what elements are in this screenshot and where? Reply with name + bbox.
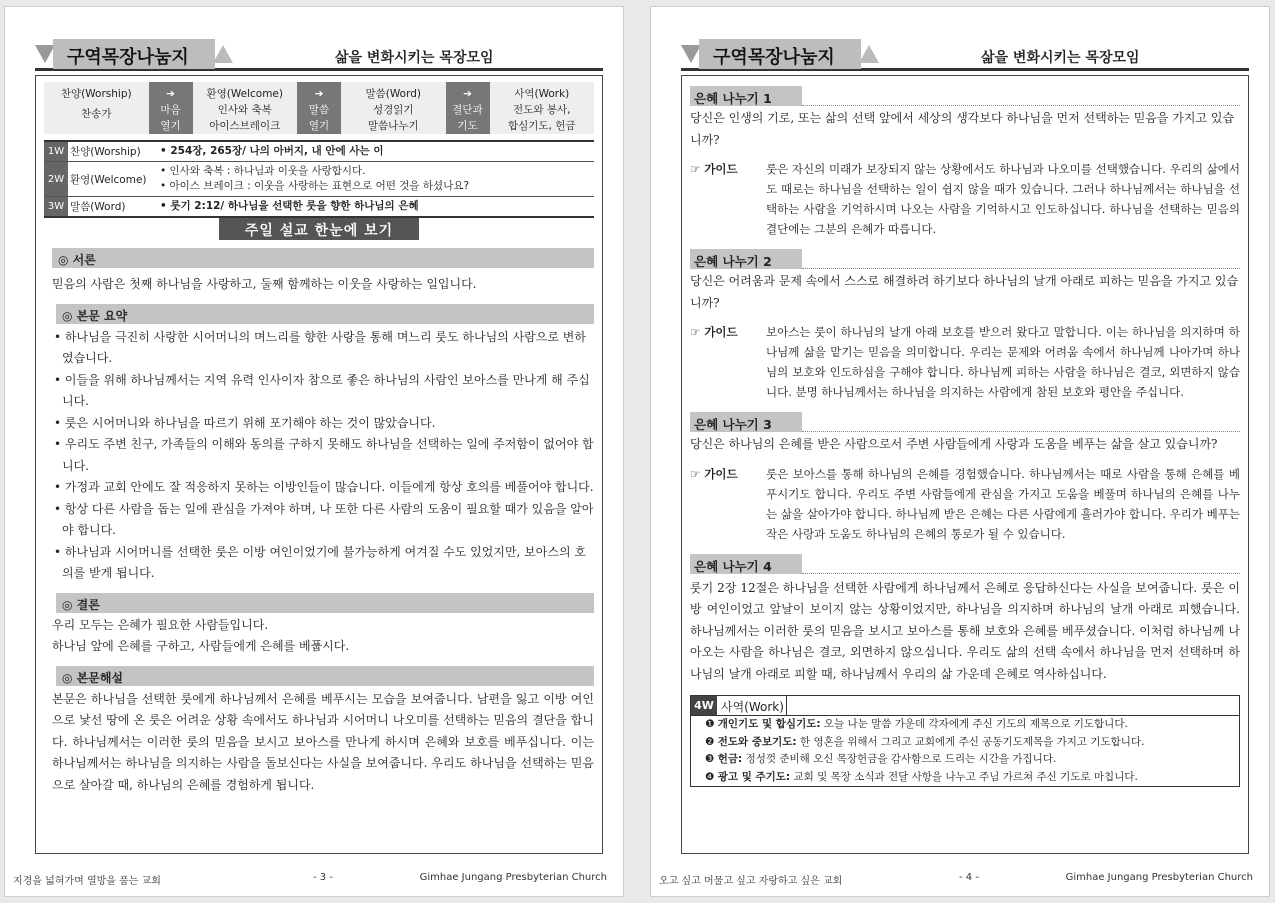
- footer-right: Gimhae Jungang Presbyterian Church: [419, 872, 607, 883]
- number-3-icon: ❸: [705, 753, 715, 765]
- sermon-banner: 주일 설교 한눈에 보기: [219, 218, 419, 240]
- flow-table: [44, 82, 594, 134]
- guide-label: ☞ 가이드: [690, 466, 738, 481]
- summary-item: • 우리도 주변 친구, 가족들의 이해와 동의를 구하지 못해도 하나님을 선택하는 일에 주저함이 없어야 합니다.: [54, 437, 594, 473]
- summary-list: [52, 327, 594, 585]
- flow-desc: 성경읽기 말씀나누기: [367, 104, 419, 132]
- work-item: [691, 751, 1239, 769]
- page-footer: [13, 872, 607, 886]
- arrow-right-icon: ➔: [166, 88, 175, 100]
- flow-arrow: [297, 82, 341, 134]
- group-title: 은혜 나누기 1: [690, 86, 802, 106]
- work-title: 사역(Work): [717, 696, 787, 715]
- week-label: 환영(Welcome): [70, 173, 147, 186]
- dotted-divider: [802, 412, 1240, 432]
- flow-label: 환영(Welcome): [206, 88, 283, 100]
- group-1-guide: [690, 159, 1240, 239]
- flow-arrow: [446, 82, 490, 134]
- header-brand: 구역목장나눔지: [53, 39, 215, 69]
- week-line: • 254장, 265장/ 나의 아버지, 내 안에 사는 이: [160, 145, 384, 157]
- work-item-key: 전도와 중보기도:: [717, 735, 797, 748]
- summary-text: 하나님을 극진히 사랑한 시어머니의 며느리를 향한 사랑을 통해 며느리 룻도 하나님의 사람으로 변하였습니다.: [62, 329, 586, 365]
- group-3-heading: [690, 412, 1240, 432]
- work-item-text: 오늘 나눈 말씀 가운데 각자에게 주신 기도의 제목으로 기도합니다.: [820, 718, 1128, 730]
- group-4-text: 룻기 2장 12절은 하나님을 선택한 사람에게 하나님께서 은혜로 응답하신다는 사실을 보여줍니다. 룻은 이방 여인이었고 앞날이 보이지 않는 상황이었지만, 하나님을 의지하며 하나님의 날개 아래로 피했습니다. 하나님께서는 이러한 룻의 믿음을 보시고 보아스를 통해 보호와 은혜를 베푸셨습니다. 이처럼 하나님께 나아오는 사람을 하나님은 결코, 외면하지 않으십니다. 우리도 삶의 선택 속에서 하나님을 먼저 선택하며 하나님의 날개 아래로 피할 때, 하나님께서 우리의 삶 가운데 은혜로 역사하십니다.: [690, 580, 1240, 681]
- footer-left: 오고 싶고 머물고 싶고 자랑하고 싶은 교회: [659, 876, 843, 887]
- group-1-heading: [690, 86, 1240, 106]
- flow-label: 사역(Work): [514, 88, 570, 100]
- flow-step-welcome: [193, 82, 298, 134]
- footer-right: Gimhae Jungang Presbyterian Church: [1065, 872, 1253, 883]
- header-subtitle: 삶을 변화시키는 목장모임: [981, 50, 1140, 66]
- summary-heading: ◎ 본문 요약: [56, 304, 594, 324]
- summary-text: 룻은 시어머니와 하나님을 따르기 위해 포기해야 하는 것이 많았습니다.: [64, 415, 436, 430]
- guide-label: ☞ 가이드: [690, 162, 738, 176]
- page-footer: [659, 872, 1253, 886]
- dotted-divider: [802, 554, 1240, 574]
- work-item-key: 광고 및 주기도:: [717, 770, 791, 783]
- header-subtitle: 삶을 변화시키는 목장모임: [335, 50, 494, 66]
- summary-text: 하나님과 시어머니를 선택한 룻은 이방 여인이었기에 불가능하게 여겨질 수도 있었지만, 보아스의 호의를 받게 됩니다.: [62, 544, 586, 580]
- number-4-icon: ❹: [705, 770, 715, 783]
- group-3-guide: [690, 464, 1240, 544]
- work-item-text: 교회 및 목장 소식과 전달 사항을 나누고 주님 가르쳐 주신 기도로 마칩니다.: [790, 770, 1138, 783]
- week-line: • 룻기 2:12/ 하나님을 선택한 룻을 향한 하나님의 은혜: [160, 200, 419, 212]
- flow-desc: 인사와 축복 아이스브레이크: [209, 104, 281, 132]
- flow-desc: 찬송가: [81, 108, 112, 120]
- summary-item: • 하나님과 시어머니를 선택한 룻은 이방 여인이었기에 불가능하게 여겨질 수도 있었지만, 보아스의 호의를 받게 됩니다.: [54, 544, 586, 580]
- group-2-guide: [690, 322, 1240, 402]
- flow-label: 찬양(Worship): [60, 88, 132, 100]
- conclusion-line: 우리 모두는 은혜가 필요한 사람들입니다.: [52, 617, 269, 632]
- commentary-heading: ◎ 본문해설: [56, 666, 594, 686]
- week-value: [160, 162, 594, 196]
- number-1-icon: ❶: [705, 718, 715, 730]
- week-label: 말씀(Word): [70, 201, 126, 213]
- guide-text: 룻은 자신의 미래가 보장되지 않는 상황에서도 하나님과 나오미를 선택했습니다. 우리의 삶에서도 때로는 하나님을 선택하는 일이 쉽지 않을 때가 있습니다. 그러나 하나님께서는 하나님을 선택하는 사람을 기억하시며 나오는 사람을 기억하시고 인도하십니다. 하나님을 선택하는 믿음의 결단에는 그분의 은혜가 따릅니다.: [766, 162, 1240, 236]
- work-item: [691, 716, 1239, 734]
- flow-arrow: [149, 82, 193, 134]
- week-line: • 아이스 브레이크 : 이웃을 사랑하는 표현으로 어떤 것을 하셨나요?: [160, 180, 470, 192]
- week-label: 찬양(Worship): [70, 146, 141, 158]
- intro-heading: ◎ 서론: [52, 248, 594, 268]
- summary-item: • 하나님을 극진히 사랑한 시어머니의 며느리를 향한 사랑을 통해 며느리 룻도 하나님의 사람으로 변하였습니다.: [54, 329, 586, 365]
- group-4-heading: [690, 554, 1240, 574]
- week-line: • 인사와 축복 : 하나님과 이웃을 사랑합시다.: [160, 165, 366, 177]
- work-item: [691, 769, 1239, 787]
- dotted-divider: [802, 86, 1240, 106]
- summary-item: • 이들을 위해 하나님께서는 지역 유력 인사이자 참으로 좋은 하나님의 사람인 보아스를 만나게 해 주십니다.: [54, 372, 590, 408]
- summary-item: • 룻은 시어머니와 하나님을 따르기 위해 포기해야 하는 것이 많았습니다.: [54, 415, 436, 430]
- flow-desc: 전도와 봉사, 합심기도, 헌금: [507, 104, 576, 132]
- summary-item: • 가정과 교회 안에도 잘 적응하지 못하는 이방인들이 많습니다. 이들에게 항상 호의를 베풀어야 합니다.: [54, 480, 594, 494]
- footer-left: 지경을 넓혀가며 열방을 품는 교회: [13, 876, 161, 887]
- summary-text: 우리도 주변 친구, 가족들의 이해와 동의를 구하지 못해도 하나님을 선택하는 일에 주저함이 없어야 합니다.: [62, 437, 594, 473]
- flow-step-word: [341, 82, 446, 134]
- work-header: [691, 696, 1239, 716]
- conclusion-text: [52, 615, 594, 658]
- weekly-table: [44, 140, 594, 218]
- work-item-key: 헌금:: [717, 753, 743, 765]
- header-triangle-right-icon: [859, 45, 879, 63]
- week-number: 3W: [44, 197, 68, 216]
- work-item-text: 정성껏 준비해 오신 목장헌금을 감사함으로 드리는 시간을 가집니다.: [742, 753, 1057, 765]
- work-number: 4W: [691, 696, 717, 715]
- intro-text: 믿음의 사람은 첫째 하나님을 사랑하고, 둘째 함께하는 이웃을 사랑하는 일입니다.: [52, 277, 477, 291]
- page-4: [650, 6, 1270, 897]
- group-title: 은혜 나누기 3: [690, 412, 802, 432]
- week-number: 2W: [44, 162, 68, 196]
- group-2-question: 당신은 어려움과 문제 속에서 스스로 해결하려 하기보다 하나님의 날개 아래로 피하는 믿음을 가지고 있습니까?: [690, 274, 1239, 310]
- week-number: 1W: [44, 142, 68, 161]
- work-item-text: 한 영혼을 위해서 그리고 교회에게 주신 공동기도제목을 가지고 기도합니다.: [796, 735, 1145, 748]
- flow-arrow-text: 마음 열기: [160, 104, 181, 132]
- page-header: [681, 37, 1249, 71]
- week-row-3: [44, 197, 594, 218]
- group-3-question: 당신은 하나님의 은혜를 받은 사람으로서 주변 사람들에게 사랑과 도움을 베푸는 삶을 살고 있습니까?: [690, 437, 1218, 451]
- flow-arrow-text: 말씀 열기: [308, 104, 330, 132]
- guide-text: 보아스는 룻이 하나님의 날개 아래 보호를 받으러 왔다고 말합니다. 이는 하나님을 의지하며 하나님께 삶을 맡기는 믿음을 의미합니다. 우리는 문제와 어려움 속에서 하나님께 나아가며 하나님의 보호와 인도하심을 구해야 합니다. 하나님께 피하는 사람을 하나님은 결코, 외면하지 않습니다. 분명 하나님께서는 하나님을 의지하는 사람에게 참된 보호와 평안을 주십니다.: [766, 325, 1240, 399]
- summary-text: 가정과 교회 안에도 잘 적응하지 못하는 이방인들이 많습니다. 이들에게 항상 호의를 베풀어야 합니다.: [64, 480, 594, 494]
- arrow-right-icon: ➔: [314, 88, 324, 100]
- conclusion-line: 하나님 앞에 은혜를 구하고, 사람들에게 은혜를 베풉시다.: [52, 639, 350, 653]
- group-title: 은혜 나누기 4: [690, 554, 802, 574]
- week-row-1: [44, 140, 594, 162]
- week-value: [160, 197, 594, 216]
- conclusion-heading: ◎ 결론: [56, 593, 594, 613]
- arrow-right-icon: ➔: [463, 88, 472, 100]
- flow-step-work: [490, 82, 595, 134]
- work-item-key: 개인기도 및 합심기도:: [717, 718, 821, 730]
- guide-label: ☞ 가이드: [690, 325, 738, 339]
- commentary-text: 본문은 하나님을 선택한 룻에게 하나님께서 은혜를 베푸시는 모습을 보여줍니다. 남편을 잃고 이방 여인으로 낯선 땅에 온 룻은 어려운 상황 속에서도 하나님과 시어머니 나오미를 선택하는 믿음의 결단을 합니다. 하나님께서는 이러한 룻의 믿음을 보시고 보아스를 만나게 하시며 은혜와 보호를 베푸십니다. 이는 하나님께서는 하나님을 의지하는 사람을 돌보신다는 사실을 보여줍니다. 우리도 하나님을 선택하는 믿음으로 살아갈 때, 하나님의 은혜를 경험하게 됩니다.: [52, 691, 594, 792]
- work-item: [691, 734, 1239, 752]
- dotted-divider: [802, 249, 1240, 269]
- group-2-heading: [690, 249, 1240, 269]
- guide-text: 룻은 보아스를 통해 하나님의 은혜를 경험했습니다. 하나님께서는 때로 사람을 통해 은혜를 베푸시기도 합니다. 우리도 주변 사람들에게 관심을 가지고 도움을 베풀며 하나님의 은혜를 나누는 삶을 살아가야 합니다. 하나님께 받은 은혜는 다른 사람에게 흘러가야 합니다. 우리가 베푸는 작은 사랑과 도움도 하나님의 은혜의 통로가 될 수 있습니다.: [766, 466, 1240, 541]
- header-triangle-left-icon: [681, 45, 701, 63]
- group-1-question: 당신은 인생의 기로, 또는 삶의 선택 앞에서 세상의 생각보다 하나님을 먼저 선택하는 믿음을 가지고 있습니까?: [690, 111, 1235, 147]
- content-frame: [681, 75, 1249, 854]
- page-3: [4, 6, 624, 897]
- header-triangle-left-icon: [35, 45, 55, 63]
- content-frame: [35, 75, 603, 854]
- work-box: [690, 695, 1240, 787]
- summary-text: 항상 다른 사람을 돕는 일에 관심을 가져야 하며, 나 또한 다른 사람의 도움이 필요할 때가 있음을 알아야 합니다.: [62, 501, 594, 537]
- week-value: [160, 142, 594, 161]
- group-title: 은혜 나누기 2: [690, 249, 802, 269]
- week-row-2: [44, 162, 594, 197]
- summary-item: • 항상 다른 사람을 돕는 일에 관심을 가져야 하며, 나 또한 다른 사람의 도움이 필요할 때가 있음을 알아야 합니다.: [54, 501, 594, 537]
- flow-arrow-text: 결단과 기도: [452, 104, 483, 132]
- summary-text: 이들을 위해 하나님께서는 지역 유력 인사이자 참으로 좋은 하나님의 사람인 보아스를 만나게 해 주십니다.: [62, 372, 590, 408]
- footer-page-number: - 3 -: [313, 872, 333, 883]
- flow-label: 말씀(Word): [365, 88, 421, 100]
- footer-page-number: - 4 -: [959, 872, 979, 883]
- flow-step-worship: [44, 82, 149, 134]
- header-brand: 구역목장나눔지: [699, 39, 861, 69]
- header-triangle-right-icon: [213, 45, 233, 63]
- number-2-icon: ❷: [705, 735, 715, 748]
- page-header: [35, 37, 603, 71]
